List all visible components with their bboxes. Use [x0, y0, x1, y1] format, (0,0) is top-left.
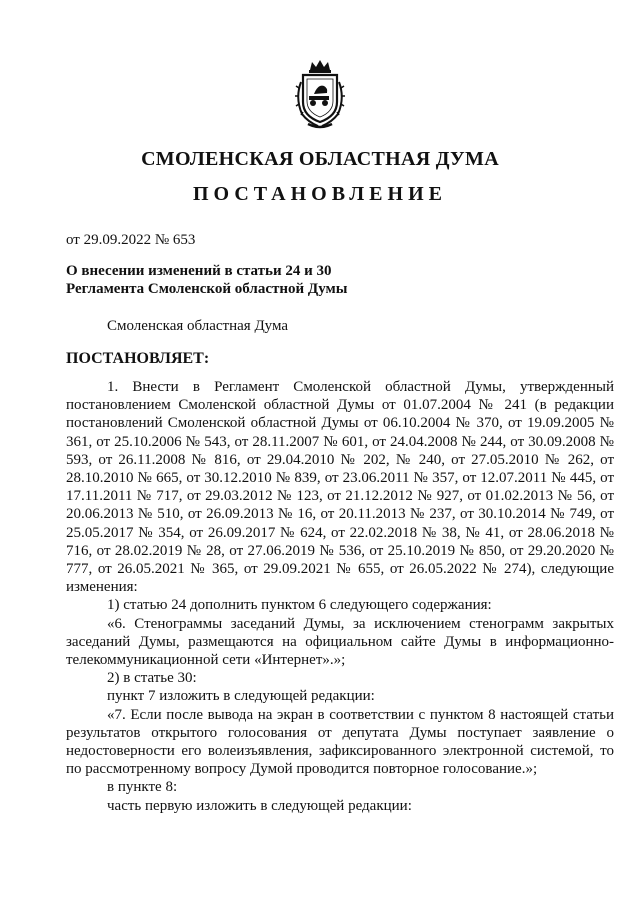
paragraph-6: «7. Если после вывода на экран в соответствии с пунктом 8 настоящей статьи результатов открытого голосования от депутата Думы поступает заявление о недостоверности его волеизъявления, зафиксированного электронной системой, то по рассмотренному вопросу Думой проводится повторное голосование.»;	[66, 706, 614, 778]
document-date-number: от 29.09.2022 № 653	[66, 232, 196, 248]
decrees-heading: ПОСТАНОВЛЯЕТ:	[66, 350, 210, 367]
paragraph-5: пункт 7 изложить в следующей редакции:	[107, 688, 375, 705]
paragraph-2: 1) статью 24 дополнить пунктом 6 следующего содержания:	[107, 597, 492, 614]
issuer-name: Смоленская областная Дума	[107, 318, 289, 334]
paragraph-3: «6. Стенограммы заседаний Думы, за исключением стенограмм закрытых заседаний Думы, размещаются на официальном сайте Думы в информационно-телекоммуникационной сети «Интернет».»;	[66, 615, 614, 669]
document-body	[66, 378, 614, 815]
paragraph-4: 2) в статье 30:	[107, 670, 197, 687]
paragraph-1: 1. Внести в Регламент Смоленской областной Думы, утвержденный постановлением Смоленской областной Думы от 01.07.2004 № 241 (в редакции постановлений Смоленской областной Думы от 06.10.2004 № 370, от 19.09.2005 № 361, от 25.10.2006 № 543, от 28.11.2007 № 601, от 24.04.2008 № 244, от 30.09.2008 № 593, от 26.11.2008 № 816, от 29.04.2010 № 202, № 240, от 27.05.2010 № 262, от 28.10.2010 № 665, от 30.12.2010 № 839, от 23.06.2011 № 357, от 12.07.2011 № 445, от 17.11.2011 № 717, от 29.03.2012 № 123, от 21.12.2012 № 927, от 01.02.2013 № 56, от 20.06.2013 № 510, от 26.09.2013 № 16, от 20.11.2013 № 237, от 30.10.2014 № 749, от 25.05.2017 № 354, от 26.09.2017 № 624, от 22.02.2018 № 38, № 41, от 28.06.2018 № 716, от 28.02.2019 № 28, от 27.06.2019 № 536, от 25.10.2019 № 850, от 29.20.2020 № 777, от 26.05.2021 № 365, от 29.09.2021 № 655, от 26.05.2022 № 274), следующие изменения:	[66, 379, 614, 596]
paragraph-7: в пункте 8:	[107, 779, 178, 796]
paragraph-8: часть первую изложить в следующей редакции:	[107, 797, 412, 814]
coat-of-arms-icon	[294, 58, 346, 130]
subject-line: Регламента Смоленской областной Думы	[66, 281, 348, 297]
document-subject	[66, 262, 426, 298]
document-type: ПОСТАНОВЛЕНИЕ	[193, 183, 447, 205]
subject-line: О внесении изменений в статьи 24 и 30	[66, 263, 332, 279]
organization-name: СМОЛЕНСКАЯ ОБЛАСТНАЯ ДУМА	[141, 148, 499, 170]
